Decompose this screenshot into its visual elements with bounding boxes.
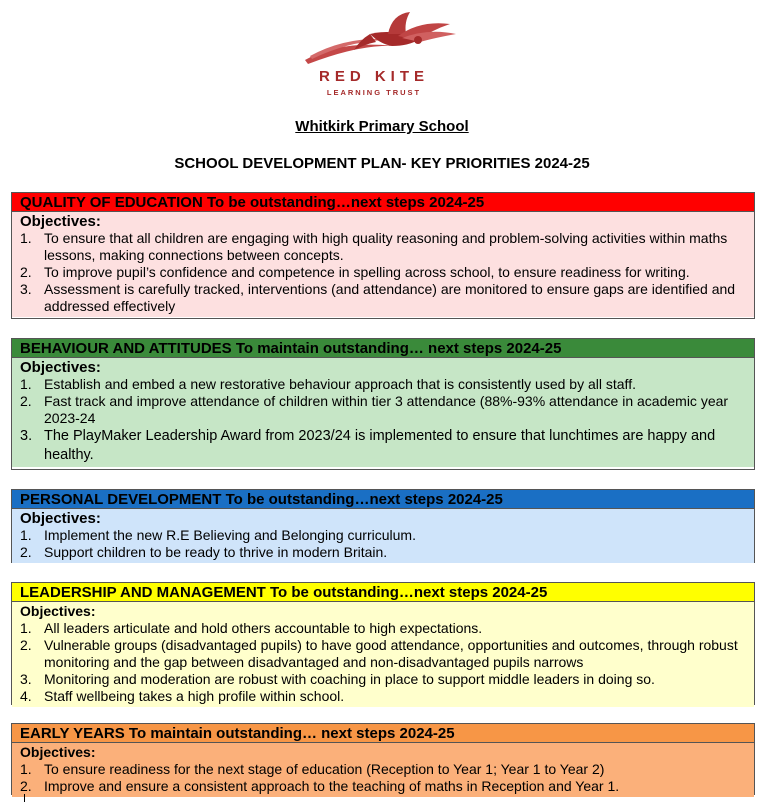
section-heading: EARLY YEARS To maintain outstanding… next steps 2024-25 xyxy=(12,724,754,743)
section-quality-of-education xyxy=(11,192,755,319)
section-body xyxy=(12,358,754,467)
objectives-list xyxy=(20,761,746,795)
list-item: 2. Vulnerable groups (disadvantaged pupils) to have good attendance, opportunities and outcomes, through robust monitoring and the gap between disadvantaged and non-disadvantaged pupils narrows xyxy=(20,637,738,670)
section-body xyxy=(12,743,754,797)
objectives-label: Objectives: xyxy=(20,510,101,527)
list-item: 1. Establish and embed a new restorative behaviour approach that is consistently used by all staff. xyxy=(20,376,636,392)
list-item: 2. To improve pupil’s confidence and competence in spelling across school, to ensure readiness for writing. xyxy=(20,264,690,280)
list-item: 3. Assessment is carefully tracked, interventions (and attendance) are monitored to ensure gaps are identified and addressed effectively xyxy=(20,281,736,314)
plan-title: SCHOOL DEVELOPMENT PLAN- KEY PRIORITIES 2024-25 xyxy=(174,155,590,172)
section-personal-development xyxy=(11,489,755,563)
objectives-list xyxy=(20,527,746,561)
section-body xyxy=(12,602,754,707)
section-body xyxy=(12,509,754,563)
kite-bird-icon xyxy=(300,10,460,70)
list-item: 1. To ensure readiness for the next stage of education (Reception to Year 1; Year 1 to Year 2) xyxy=(20,761,605,777)
list-item: 4. Staff wellbeing takes a high profile within school. xyxy=(20,688,345,704)
list-item: 3. Monitoring and moderation are robust with coaching in place to support middle leaders in doing so. xyxy=(20,671,655,687)
section-behaviour-and-attitudes xyxy=(11,338,755,470)
school-name: Whitkirk Primary School xyxy=(295,118,469,135)
section-heading: PERSONAL DEVELOPMENT To be outstanding…next steps 2024-25 xyxy=(12,490,754,509)
objectives-list xyxy=(20,620,746,705)
section-heading: QUALITY OF EDUCATION To be outstanding…next steps 2024-25 xyxy=(12,193,754,212)
objectives-label: Objectives: xyxy=(20,359,101,376)
text-cursor xyxy=(24,794,25,802)
objectives-label: Objectives: xyxy=(20,603,96,619)
list-item: 1. All leaders articulate and hold others accountable to high expectations. xyxy=(20,620,483,636)
list-item: 1. To ensure that all children are engaging with high quality reasoning and problem-solving activities within maths lessons, making connections between concepts. xyxy=(20,230,728,263)
objectives-label: Objectives: xyxy=(20,213,101,230)
section-body xyxy=(12,212,754,317)
list-item: 2. Improve and ensure a consistent approach to the teaching of maths in Reception and Year 1. xyxy=(20,778,620,794)
list-item: 2. Fast track and improve attendance of children within tier 3 attendance (88%-93% attendance in academic year 2023-24 xyxy=(20,393,729,426)
section-early-years xyxy=(11,723,755,795)
section-leadership-and-management xyxy=(11,582,755,705)
section-heading: BEHAVIOUR AND ATTITUDES To maintain outstanding… next steps 2024-25 xyxy=(12,339,754,358)
objectives-list xyxy=(20,376,746,465)
list-item: 1. Implement the new R.E Believing and Belonging curriculum. xyxy=(20,527,416,543)
red-kite-logo xyxy=(300,10,460,102)
logo-subtitle: LEARNING TRUST xyxy=(326,88,422,97)
logo-name: RED KITE xyxy=(318,68,429,85)
objectives-list xyxy=(20,230,746,315)
section-heading: LEADERSHIP AND MANAGEMENT To be outstanding…next steps 2024-25 xyxy=(12,583,754,602)
list-item: 2. Support children to be ready to thrive in modern Britain. xyxy=(20,544,388,560)
list-item: 3. The PlayMaker Leadership Award from 2023/24 is implemented to ensure that lunchtimes are happy and healthy. xyxy=(20,428,716,463)
objectives-label: Objectives: xyxy=(20,744,96,760)
